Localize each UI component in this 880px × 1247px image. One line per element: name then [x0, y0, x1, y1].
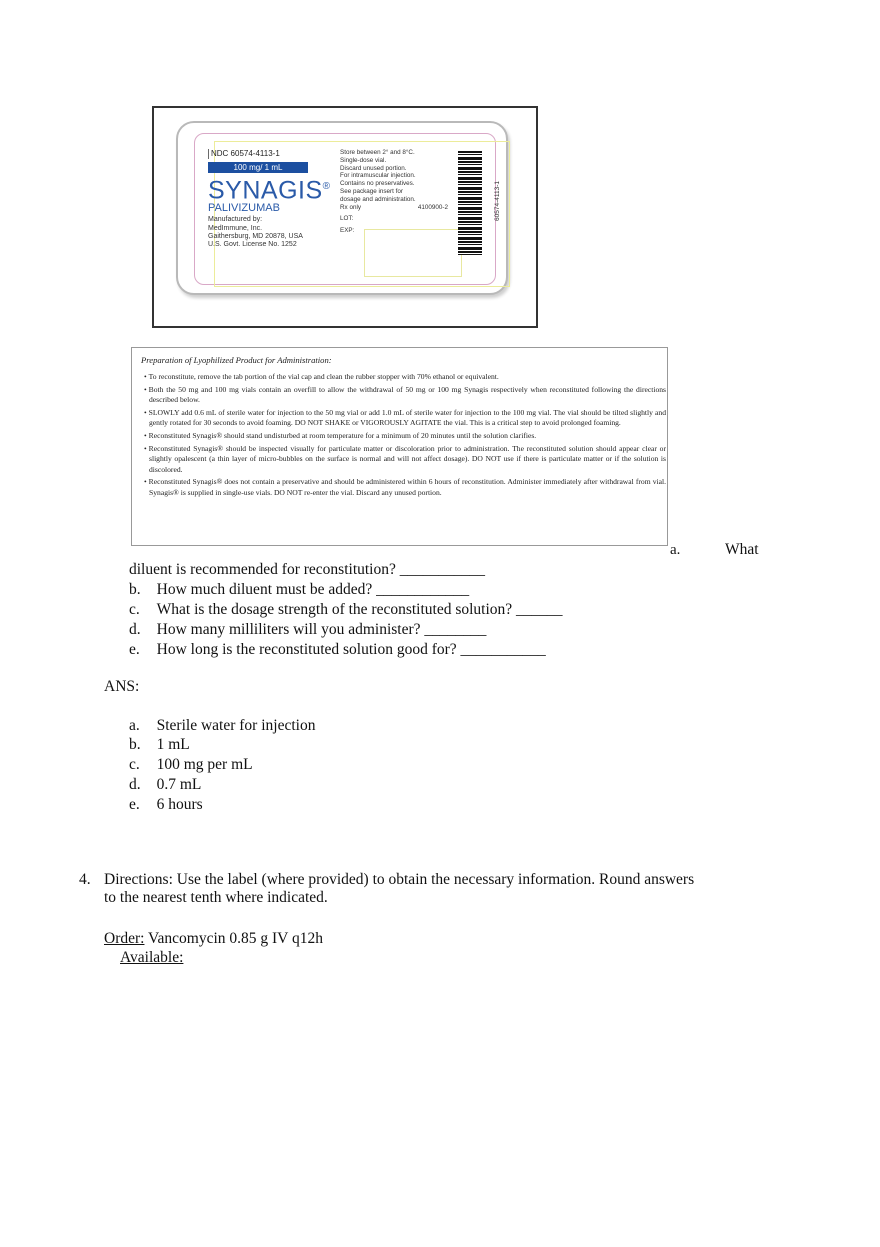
answer-item: c. 100 mg per mL [129, 756, 253, 773]
problem-directions-line1: Directions: Use the label (where provided) to obtain the necessary information. Round answers [104, 871, 695, 888]
insert-title: Preparation of Lyophilized Product for Administration: [141, 355, 332, 365]
question-a-label: a. [670, 542, 681, 558]
order-text: Vancomycin 0.85 g IV q12h [144, 930, 323, 947]
insert-bullets [142, 372, 666, 501]
label-manufacturer: Manufactured by: MedImmune, Inc. Gaithersburg, MD 20878, USA U.S. Govt. License No. 1252 [208, 216, 303, 249]
label-vertical-ndc: 60574-4113-1 [494, 181, 501, 221]
question-item: b. How much diluent must be added? ____________ [129, 581, 470, 598]
package-insert-image [131, 347, 668, 546]
label-storage-info: Store between 2° and 8°C. Single-dose vial. Discard unused portion. For intramuscular injection. Contains no preservatives. See package insert for dosage and administration. Rx only 4100900-2 LOT: EXP: [340, 149, 448, 235]
label-lot: LOT: [340, 215, 354, 223]
label-ndc: NDC 60574-4113-1 [208, 149, 340, 159]
vial-label-image [152, 106, 538, 328]
order-line [104, 929, 323, 949]
question-item: c. What is the dosage strength of the reconstituted solution? ______ [129, 601, 563, 618]
answer-item: e. 6 hours [129, 796, 203, 813]
question-a-text: diluent is recommended for reconstitution? ___________ [129, 561, 485, 578]
insert-bullet: • To reconstitute, remove the tab portion of the vial cap and clean the rubber stopper with 70% ethanol or equivalent. [142, 372, 666, 383]
insert-bullet: • Reconstituted Synagis® should stand undisturbed at room temperature for a minimum of 20 minutes until the solution clarifies. [142, 431, 666, 442]
insert-bullet: • Reconstituted Synagis® should be inspected visually for particulate matter or discoloration prior to administration. The reconstituted solution should appear clear or slightly opalescent (a thin layer of micro-bubbles on the surface is normal and will not affect dosage). DO NOT use if there is particulate matter or if the solution is discolored. [142, 444, 666, 476]
answers-heading: ANS: [104, 678, 140, 695]
label-dose-band: 100 mg/ 1 mL [208, 162, 308, 173]
problem-directions-line2: to the nearest tenth where indicated. [104, 889, 328, 906]
barcode [458, 151, 482, 255]
insert-bullet: • SLOWLY add 0.6 mL of sterile water for injection to the 50 mg vial or add 1.0 mL of sterile water for injection to the 100 mg vial. The vial should be tilted slightly and gently rotated for 30 seconds to avoid foaming. DO NOT SHAKE or VIGOROUSLY AGITATE the vial. This is a critical step to avoid prolonged foaming. [142, 408, 666, 429]
answer-item: a. Sterile water for injection [129, 717, 316, 734]
order-label: Order: [104, 930, 145, 947]
insert-bullet: • Both the 50 mg and 100 mg vials contain an overfill to allow the withdrawal of 50 mg or 100 mg Synagis respectively when reconstituted following the directions described below. [142, 385, 666, 406]
question-item: e. How long is the reconstituted solution good for? ___________ [129, 641, 546, 658]
answer-item: b. 1 mL [129, 736, 190, 753]
label-exp: EXP: [340, 227, 355, 235]
available-label: Available: [120, 949, 184, 966]
question-item: d. How many milliliters will you administer? ________ [129, 621, 487, 638]
question-a-first-word: What [725, 541, 759, 558]
label-generic-name: PALIVIZUMAB [208, 202, 280, 215]
problem-number: 4. [79, 871, 91, 888]
answer-item: d. 0.7 mL [129, 776, 202, 793]
vial-label-card [176, 121, 508, 295]
insert-bullet: • Reconstituted Synagis® does not contain a preservative and should be administered within 6 hours of reconstitution. Administer immediately after withdrawal from vial. Synagis® is supplied in single-use vials. DO NOT re-enter the vial. Discard any unused portion. [142, 477, 666, 498]
label-brand: SYNAGIS® [208, 176, 331, 205]
